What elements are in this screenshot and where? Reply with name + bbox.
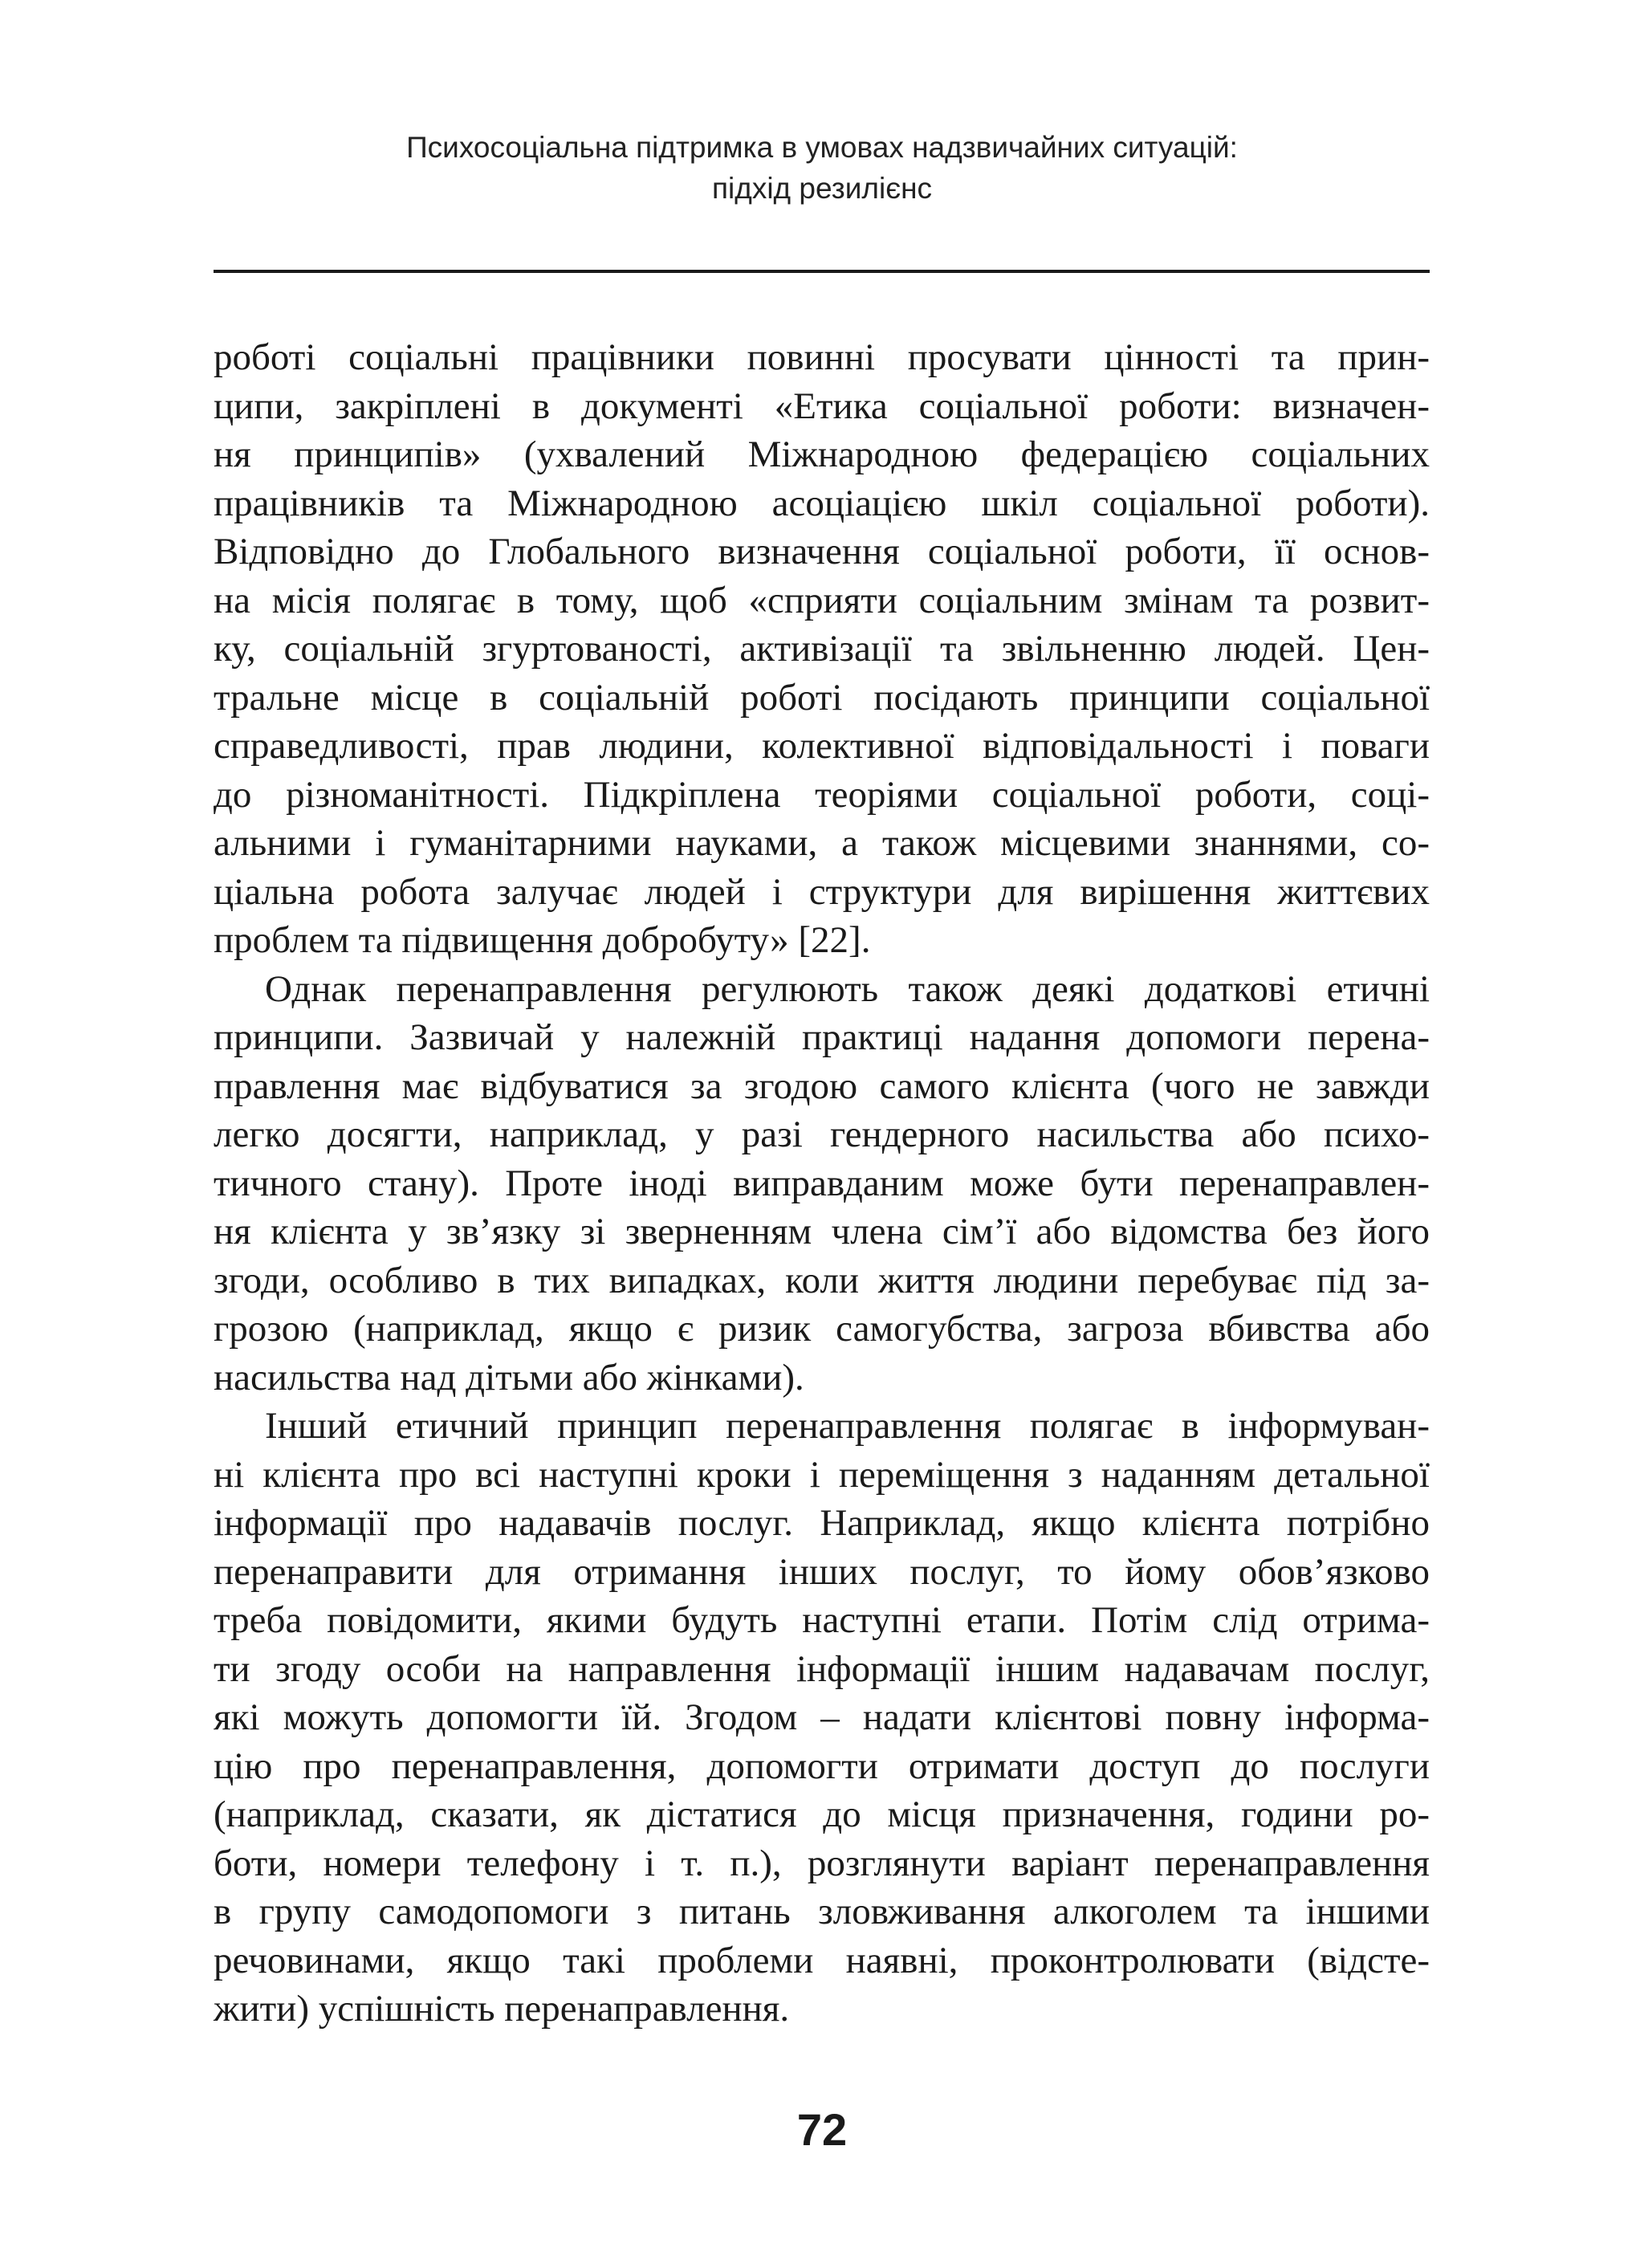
text-line: цію про перенаправлення, допомогти отримати доступ до послуги bbox=[214, 1745, 1430, 1787]
text-line: тральне місце в соціальній роботі посідають принципи соціальної bbox=[214, 676, 1430, 719]
text-line: Відповідно до Глобального визначення соціальної роботи, її основ- bbox=[214, 531, 1430, 572]
text-line: ципи, закріплені в документі «Етика соціальної роботи: визначен- bbox=[214, 385, 1430, 427]
text-line: роботі соціальні працівники повинні просувати цінності та прин- bbox=[214, 336, 1430, 378]
paragraph bbox=[214, 965, 1430, 1403]
text-line: які можуть допомогти їй. Згодом – надати клієнтові повну інформа- bbox=[214, 1696, 1430, 1738]
text-line: ня клієнта у зв’язку зі зверненням члена сім’ї або відомства без його bbox=[214, 1211, 1430, 1252]
text-line: Інший етичний принцип перенаправлення полягає в інформуван- bbox=[265, 1405, 1430, 1447]
text-line: альними і гуманітарними науками, а також місцевими знаннями, со- bbox=[214, 822, 1430, 864]
text-line: принципи. Зазвичай у належній практиці надання допомоги перена- bbox=[214, 1016, 1430, 1058]
text-line: боти, номери телефону і т. п.), розглянути варіант перенаправлення bbox=[214, 1842, 1430, 1884]
text-line: проблем та підвищення добробуту» [22]. bbox=[214, 919, 871, 961]
text-line: ціальна робота залучає людей і структури для вирішення життєвих bbox=[214, 870, 1430, 913]
text-line: перенаправити для отримання інших послуг, то йому обов’язково bbox=[214, 1550, 1430, 1593]
text-line: жити) успішність перенаправлення. bbox=[214, 1988, 790, 2030]
paragraph bbox=[214, 333, 1430, 965]
text-line: грозою (наприклад, якщо є ризик самогубства, загроза вбивства або bbox=[214, 1308, 1430, 1350]
text-line: легко досягти, наприклад, у разі гендерного насильства або психо- bbox=[214, 1114, 1430, 1155]
text-line: ня принципів» (ухвалений Міжнародною федерацією соціальних bbox=[214, 434, 1430, 475]
text-line: насильства над дітьми або жінками). bbox=[214, 1356, 804, 1399]
text-line: Однак перенаправлення регулюють також деякі додаткові етичні bbox=[265, 967, 1430, 1010]
text-line: справедливості, прав людини, колективної відповідальності і поваги bbox=[214, 725, 1430, 767]
text-line: ку, соціальній згуртованості, активізації та звільненню людей. Цен- bbox=[214, 628, 1430, 670]
text-line: в групу самодопомоги з питань зловживання алкоголем та іншими bbox=[214, 1891, 1430, 1932]
text-line: тичного стану). Проте іноді виправданим може бути перенаправлен- bbox=[214, 1162, 1430, 1204]
body-text bbox=[214, 333, 1430, 2034]
text-line: інформації про надавачів послуг. Наприклад, якщо клієнта потрібно bbox=[214, 1502, 1430, 1544]
running-header bbox=[120, 127, 1524, 209]
text-line: (наприклад, сказати, як дістатися до місця призначення, години ро- bbox=[214, 1794, 1430, 1835]
running-header-line: Психосоціальна підтримка в умовах надзвичайних ситуацій: bbox=[406, 131, 1238, 164]
text-line: працівників та Міжнародною асоціацією шкіл соціальної роботи). bbox=[214, 482, 1430, 524]
paragraph bbox=[214, 1402, 1430, 2034]
text-line: речовинами, якщо такі проблеми наявні, проконтролювати (відсте- bbox=[214, 1939, 1430, 1981]
header-divider bbox=[214, 270, 1430, 273]
text-line: згоди, особливо в тих випадках, коли життя людини перебуває під за- bbox=[214, 1259, 1430, 1301]
page-number: 72 bbox=[796, 2104, 848, 2155]
text-line: на місія полягає в тому, щоб «сприяти соціальним змінам та розвит- bbox=[214, 579, 1430, 621]
text-line: ти згоду особи на направлення інформації іншим надавачам послуг, bbox=[214, 1647, 1430, 1690]
text-line: правлення має відбуватися за згодою самого клієнта (чого не завжди bbox=[214, 1065, 1430, 1107]
text-line: треба повідомити, якими будуть наступні етапи. Потім слід отрима- bbox=[214, 1599, 1430, 1641]
text-line: до різноманітності. Підкріплена теоріями соціальної роботи, соці- bbox=[214, 773, 1430, 816]
text-line: ні клієнта про всі наступні кроки і переміщення з наданням детальної bbox=[214, 1453, 1430, 1496]
running-header-line: підхід резилієнс bbox=[711, 172, 933, 205]
